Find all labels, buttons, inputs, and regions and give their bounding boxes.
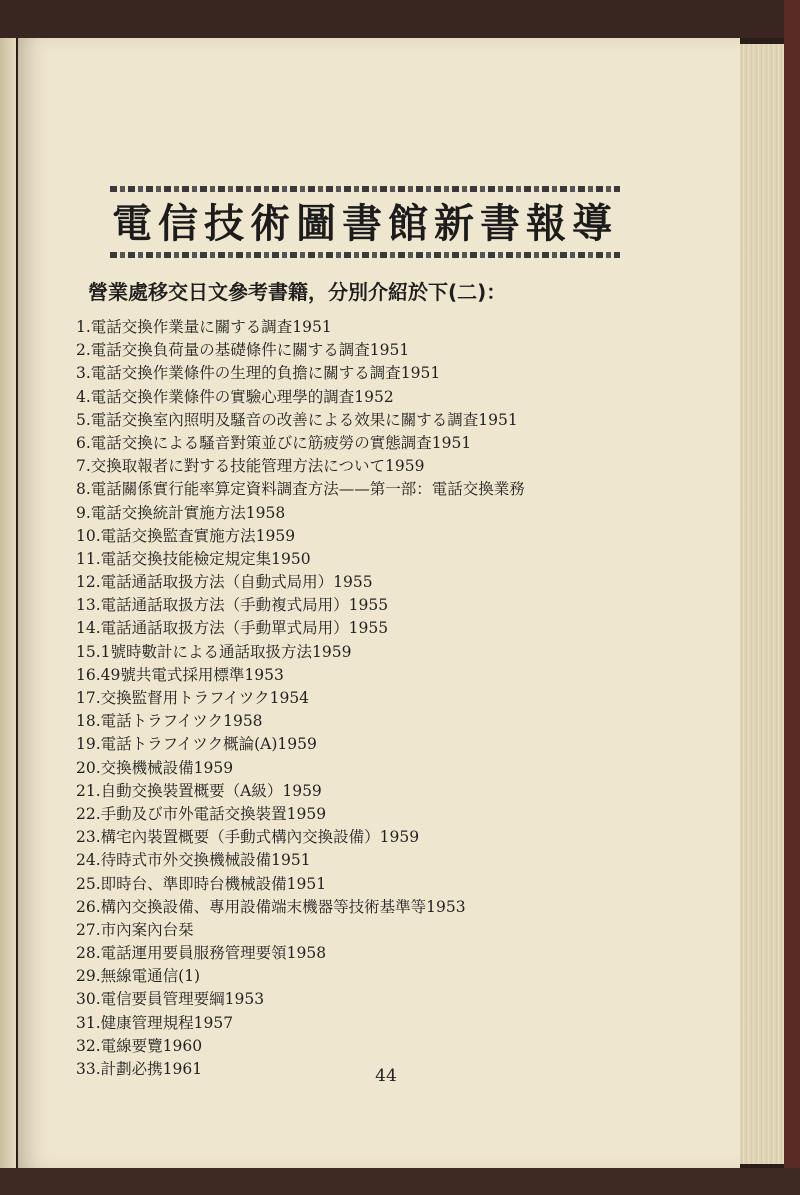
list-item: 31.健康管理規程1957 <box>76 1013 234 1032</box>
section-heading: 營業處移交日文參考書籍，分別介紹於下(二)： <box>88 280 507 304</box>
list-item: 10.電話交換監査實施方法1959 <box>76 526 296 545</box>
list-item: 12.電話通話取扱方法（自動式局用）1955 <box>76 573 373 592</box>
list-item: 9.電話交換統計實施方法1958 <box>76 503 286 522</box>
list-item: 24.待時式市外交換機械設備1951 <box>76 851 311 870</box>
list-item: 29.無線電通信(1) <box>76 967 201 986</box>
list-item: 27.市內案內台栞 <box>76 920 194 939</box>
book-cover-bottom <box>0 1168 800 1195</box>
list-item: 19.電話トラフイツク概論(A)1959 <box>76 735 317 754</box>
list-item: 13.電話通話取扱方法（手動複式局用）1955 <box>76 596 389 615</box>
list-item: 15.1號時數計による通話取扱方法1959 <box>76 642 352 661</box>
list-item: 3.電話交換作業條件の生理的負擔に關する調査1951 <box>76 364 441 383</box>
banner-ornament-bottom <box>110 252 620 258</box>
list-item: 16.49號共電式採用標準1953 <box>76 665 284 684</box>
list-item: 14.電話通話取扱方法（手動單式局用）1955 <box>76 619 389 638</box>
book-cover-edge <box>784 0 800 1195</box>
list-item: 32.電線要覽1960 <box>76 1036 203 1055</box>
facing-page-edge <box>0 38 16 1168</box>
banner-ornament-top <box>110 186 620 192</box>
list-item: 8.電話關係實行能率算定資料調査方法——第一部：電話交換業務 <box>76 480 525 499</box>
list-item: 21.自動交換裝置概要（A級）1959 <box>76 781 322 800</box>
list-item: 1.電話交換作業量に關する調査1951 <box>76 318 332 336</box>
list-item: 23.構宅內裝置概要（手動式構內交換設備）1959 <box>76 828 420 847</box>
list-item: 25.即時台、準即時台機械設備1951 <box>76 874 327 893</box>
list-item: 26.構內交換設備、專用設備端末機器等技術基準等1953 <box>76 897 466 916</box>
list-item: 28.電話運用要員服務管理要領1958 <box>76 944 327 963</box>
list-item: 7.交換取報者に對する技能管理方法について1959 <box>76 457 425 476</box>
page-number: 44 <box>375 1066 397 1086</box>
list-item: 11.電話交換技能檢定規定集1950 <box>76 549 311 568</box>
banner-title: 電信技術圖書館新書報導 <box>112 200 618 247</box>
list-item: 5.電話交換室內照明及騷音の改善による效果に關する調査1951 <box>76 410 518 429</box>
list-item: 6.電話交換による騷音對策並びに筋疲勞の實態調査1951 <box>76 433 472 452</box>
list-item: 17.交換監督用トラフイツク1954 <box>76 689 310 707</box>
list-item: 2.電話交換負荷量の基礎條件に關する調査1951 <box>76 341 410 360</box>
book-list <box>76 316 716 1081</box>
list-item: 18.電話トラフイツク1958 <box>76 712 263 731</box>
list-item: 33.計劃必携1961 <box>76 1060 203 1078</box>
list-item: 4.電話交換作業條件の實驗心理學的調査1952 <box>76 387 394 406</box>
book-cover-top <box>0 0 800 38</box>
page-stack-edge <box>740 44 784 1164</box>
list-item: 20.交換機械設備1959 <box>76 758 234 777</box>
list-item: 30.電信要員管理要綱1953 <box>76 990 265 1009</box>
list-item: 22.手動及び市外電話交換裝置1959 <box>76 804 327 823</box>
